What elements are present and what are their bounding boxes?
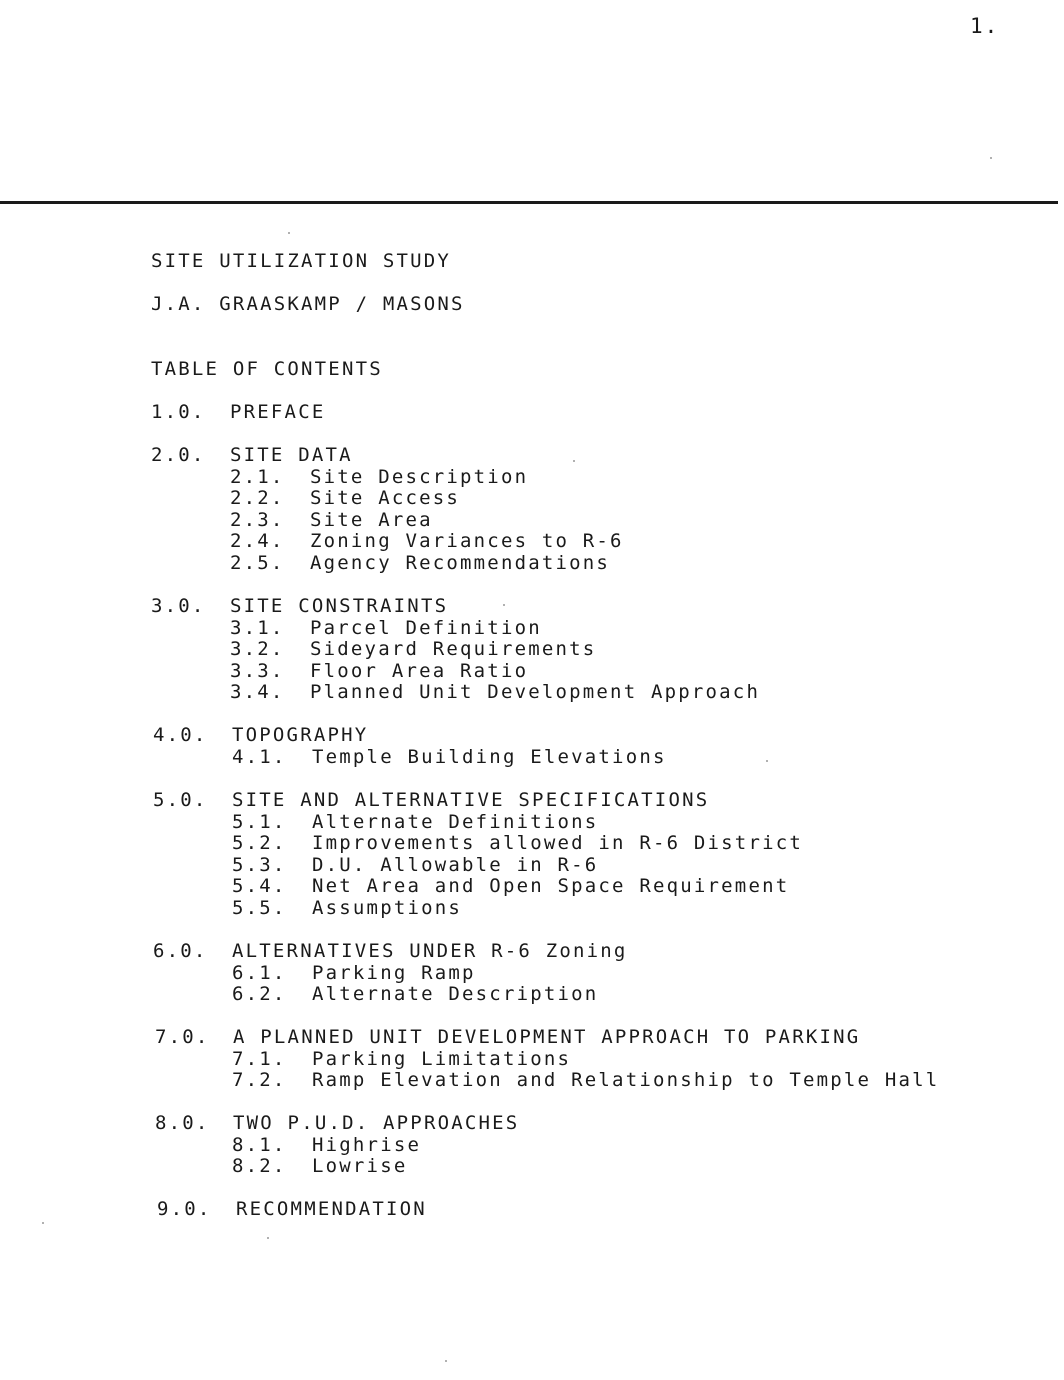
- toc-subsection-number: 7.1.: [232, 1047, 287, 1070]
- toc-subsection-title: Parking Ramp: [312, 961, 476, 984]
- toc-section-number: 5.0.: [153, 789, 208, 811]
- toc-subsection-number: 2.3.: [230, 508, 285, 531]
- scan-speck: [288, 232, 290, 234]
- toc-subsection-number: 2.1.: [230, 465, 285, 488]
- toc-subsection-title: Net Area and Open Space Requirement: [312, 875, 790, 898]
- toc-heading: TABLE OF CONTENTS: [151, 358, 383, 380]
- toc-subsection-title: Parking Limitations: [312, 1047, 572, 1070]
- toc-subsection-title: Planned Unit Development Approach: [310, 681, 761, 704]
- toc-subsection-number: 2.2.: [230, 487, 285, 510]
- toc-section-title: A PLANNED UNIT DEVELOPMENT APPROACH TO PARKING: [233, 1026, 861, 1048]
- toc-subsection-title: Zoning Variances to R-6: [310, 530, 624, 553]
- toc-subsection-title: Alternate Definitions: [312, 810, 599, 833]
- scan-speck: [990, 157, 992, 159]
- toc-section-title: RECOMMENDATION: [236, 1198, 427, 1220]
- toc-section-title: ALTERNATIVES UNDER R-6 Zoning: [232, 940, 628, 962]
- document-author: J.A. GRAASKAMP / MASONS: [151, 293, 465, 315]
- toc-section-number: 7.0.: [155, 1026, 210, 1048]
- toc-subsection-title: Lowrise: [312, 1155, 408, 1178]
- toc-subsection-number: 8.2.: [232, 1155, 287, 1178]
- toc-subsection-title: Alternate Description: [312, 983, 599, 1006]
- toc-subsection-title: D.U. Allowable in R-6: [312, 853, 599, 876]
- scan-speck: [503, 604, 505, 606]
- toc-section-title: TOPOGRAPHY: [232, 724, 369, 746]
- scan-speck: [445, 1360, 447, 1362]
- toc-section-title: TWO P.U.D. APPROACHES: [233, 1112, 520, 1134]
- toc-subsection-number: 3.1.: [230, 616, 285, 639]
- scan-speck: [267, 1237, 269, 1239]
- toc-section-title: SITE DATA: [230, 444, 353, 466]
- toc-subsection-title: Site Access: [310, 487, 461, 510]
- toc-subsection-title: Temple Building Elevations: [312, 745, 667, 768]
- toc-subsection-number: 6.1.: [232, 961, 287, 984]
- toc-subsection-number: 2.5.: [230, 552, 285, 574]
- toc-subsection-number: 3.4.: [230, 681, 285, 704]
- horizontal-rule: [0, 201, 1058, 204]
- page-number: 1.: [970, 14, 1000, 38]
- toc-subsection-number: 2.4.: [230, 530, 285, 553]
- toc-subsection-number: 7.2.: [232, 1069, 287, 1092]
- toc-section-number: 9.0.: [157, 1198, 212, 1220]
- toc-subsection-number: 5.5.: [232, 897, 287, 919]
- toc-section-number: 4.0.: [153, 724, 208, 746]
- toc-subsection-number: 3.2.: [230, 638, 285, 661]
- toc-subsection-number: 5.1.: [232, 810, 287, 833]
- toc-subsection-title: Ramp Elevation and Relationship to Temple Hall: [312, 1069, 940, 1092]
- toc-subsection-number: 3.3.: [230, 659, 285, 682]
- toc-subsection-number: 5.4.: [232, 875, 287, 898]
- toc-subsection-title: Site Description: [310, 465, 529, 488]
- toc-subsection-title: Floor Area Ratio: [310, 659, 529, 682]
- toc-section-title: PREFACE: [230, 401, 326, 423]
- document-title: SITE UTILIZATION STUDY: [151, 250, 452, 272]
- toc-section-number: 6.0.: [153, 940, 208, 962]
- toc-section-title: SITE CONSTRAINTS: [230, 595, 449, 617]
- toc-subsection-number: 8.1.: [232, 1133, 287, 1156]
- toc-subsection-number: 4.1.: [232, 745, 287, 768]
- toc-subsection-title: Agency Recommendations: [310, 552, 611, 574]
- toc-section-number: 8.0.: [155, 1112, 210, 1134]
- toc-subsection-title: Sideyard Requirements: [310, 638, 597, 661]
- toc-section-title: SITE AND ALTERNATIVE SPECIFICATIONS: [232, 789, 710, 811]
- toc-subsection-title: Site Area: [310, 508, 433, 531]
- toc-subsection-number: 6.2.: [232, 983, 287, 1006]
- toc-subsection-title: Improvements allowed in R-6 District: [312, 832, 804, 855]
- toc-section-number: 1.0.: [151, 401, 206, 423]
- toc-subsection-title: Highrise: [312, 1133, 422, 1156]
- scan-speck: [766, 760, 768, 762]
- toc-subsection-number: 5.3.: [232, 853, 287, 876]
- toc-subsection-title: Assumptions: [312, 897, 463, 919]
- toc-section-number: 2.0.: [151, 444, 206, 466]
- toc-section-number: 3.0.: [151, 595, 206, 617]
- scan-speck: [42, 1222, 44, 1224]
- toc-subsection-number: 5.2.: [232, 832, 287, 855]
- toc-subsection-title: Parcel Definition: [310, 616, 542, 639]
- scan-speck: [573, 460, 575, 462]
